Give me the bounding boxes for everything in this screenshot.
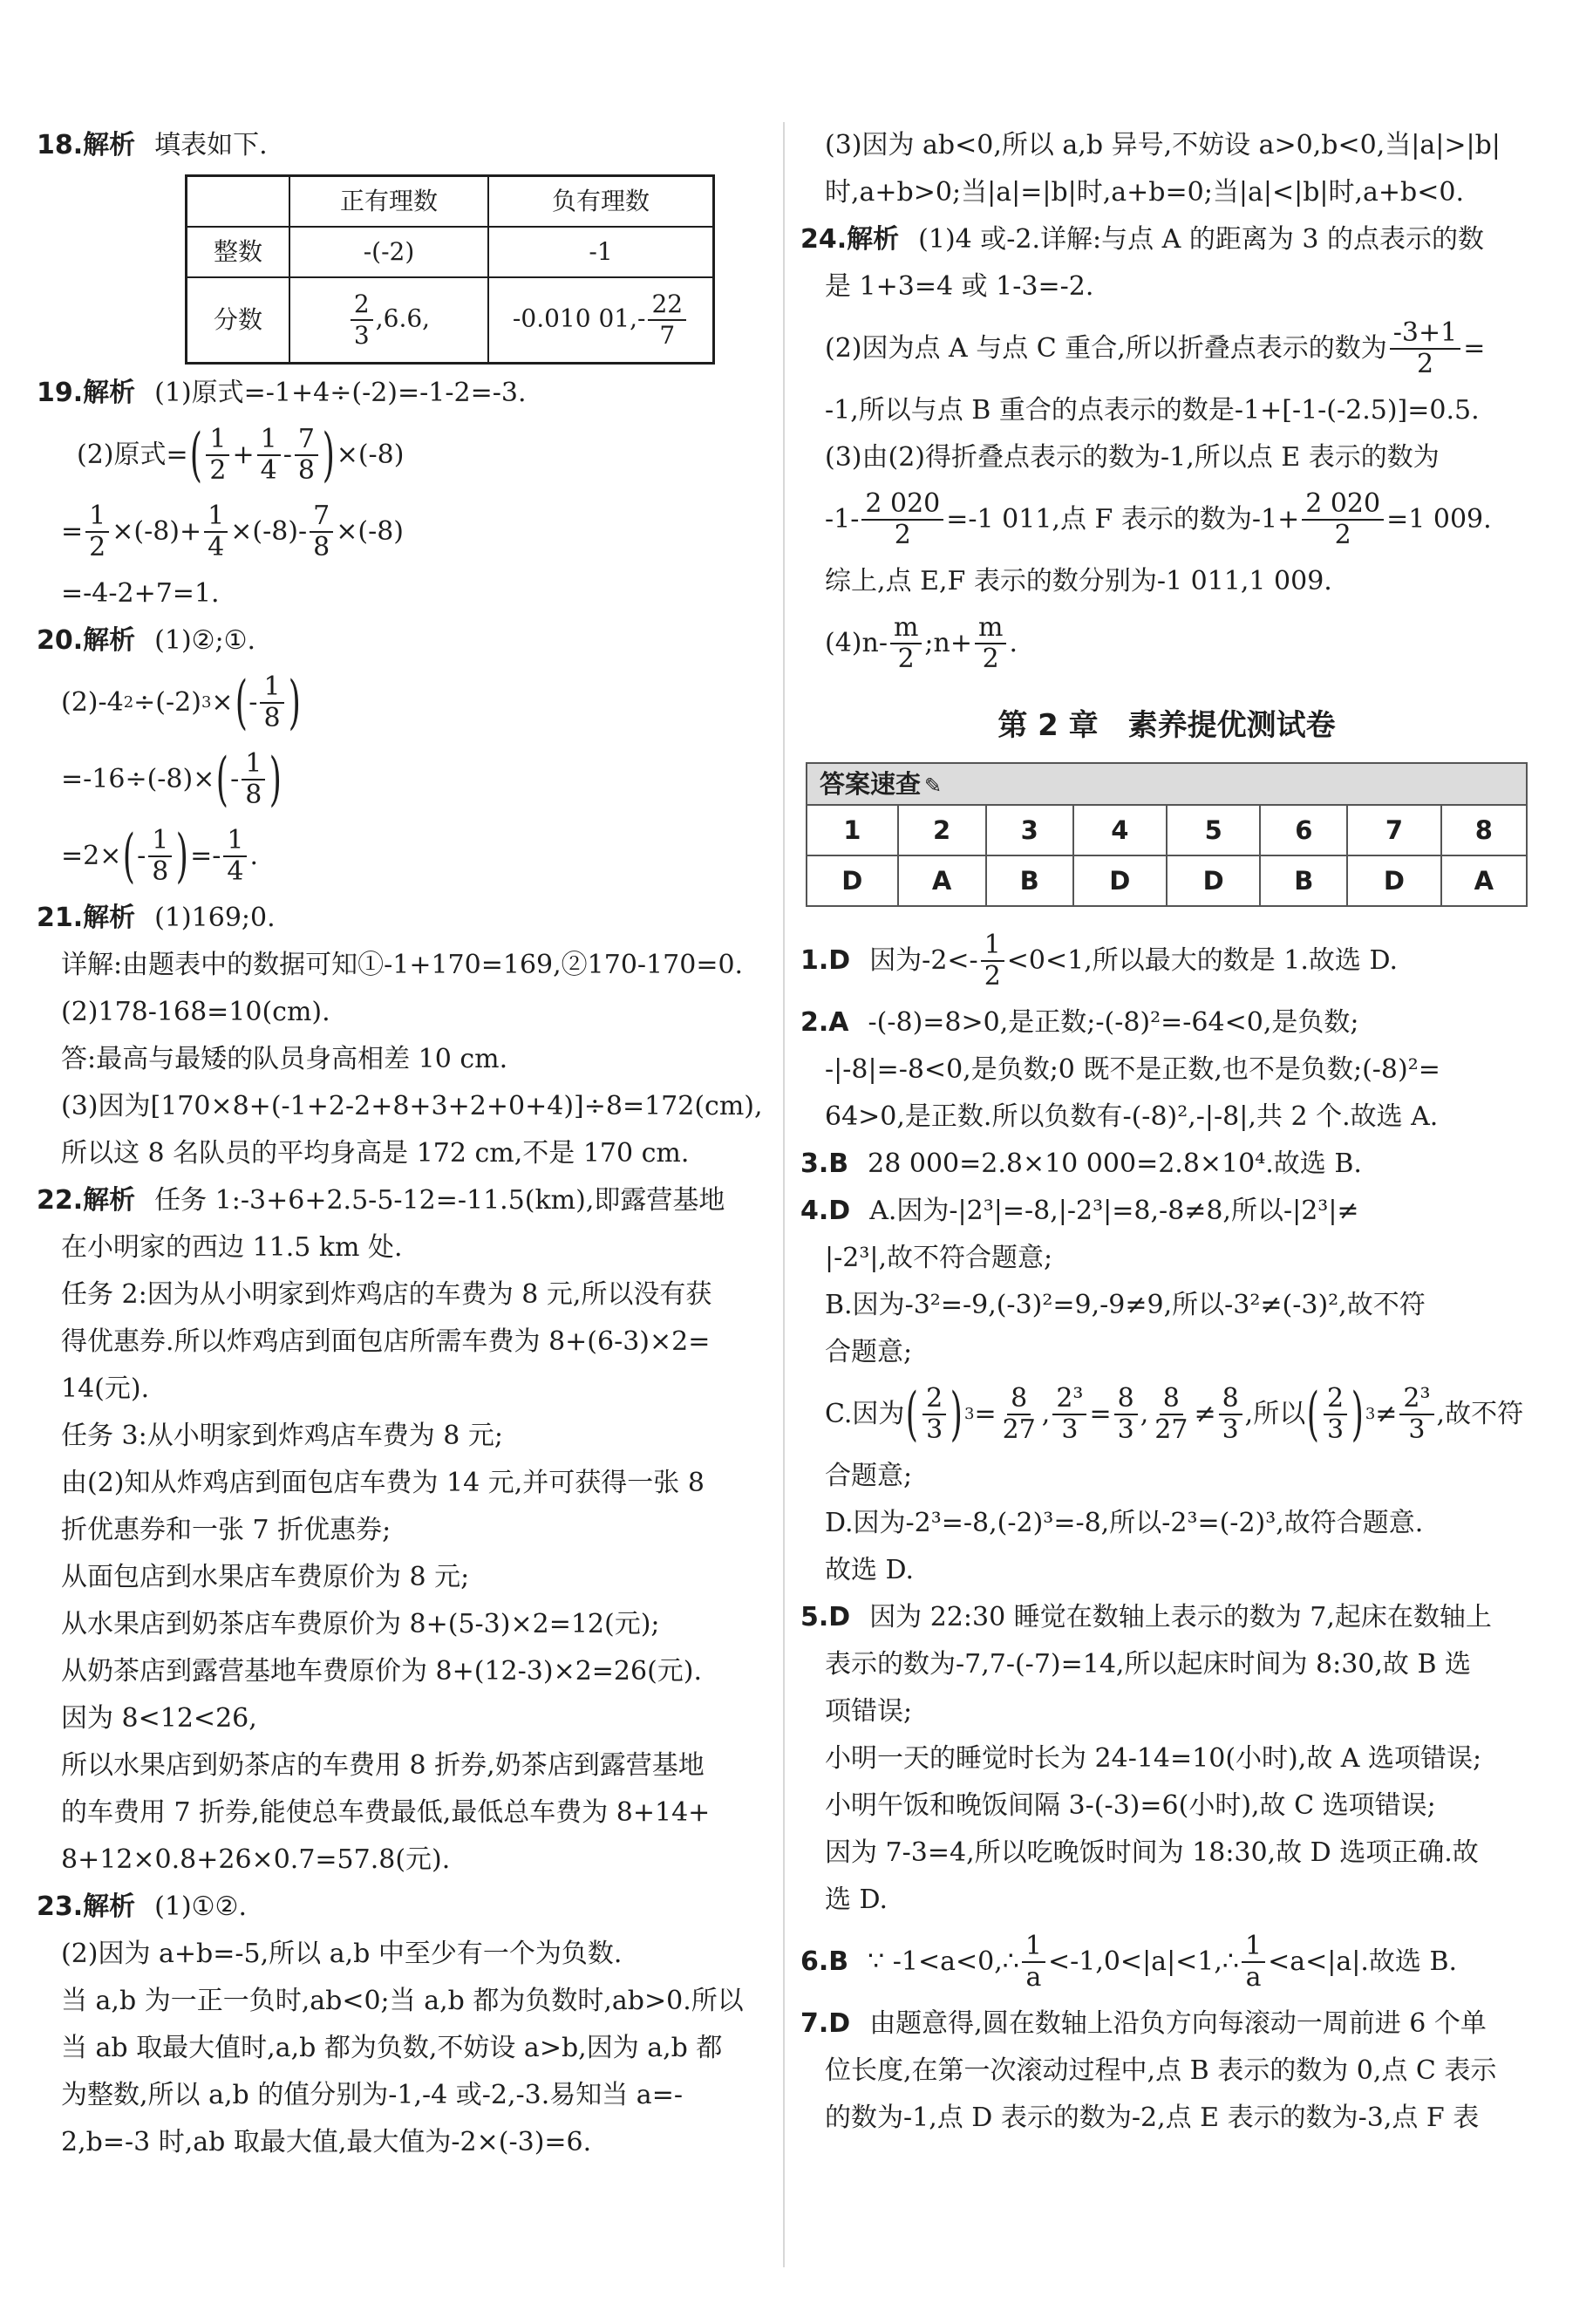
- pencil-icon: ✎: [924, 774, 943, 798]
- text-line: 的数为-1,点 D 表示的数为-2,点 E 表示的数为-3,点 F 表: [825, 2103, 1480, 2133]
- answer-c7: [800, 2000, 1533, 2142]
- text-line: =-4-2+7=1.: [61, 578, 220, 609]
- table-cell: -1: [488, 227, 714, 277]
- math-line: (2)原式= ( $\frac{1}{2}$ + $\frac{1}{4}$ - $\frac{7}{8}$ ) ×(-8): [77, 421, 405, 488]
- text-line: 因为 7-3=4,所以吃晚饭时间为 18:30,故 D 选项正确.故: [825, 1837, 1479, 1868]
- row-label: 整数: [187, 227, 290, 277]
- answer-letter: D: [841, 866, 863, 896]
- answer-table: [807, 806, 1526, 905]
- question-number: 23.解析: [37, 1891, 136, 1922]
- answer-24: [800, 216, 1533, 682]
- text-line: 折优惠券和一张 7 折优惠券;: [61, 1515, 391, 1545]
- text-line: 答:最高与最矮的队员身高相差 10 cm.: [61, 1044, 508, 1074]
- text-line: (1)①②.: [154, 1891, 247, 1922]
- question-number: 24.解析: [800, 224, 900, 255]
- text-line: (1)169;0.: [154, 903, 276, 933]
- question-number: 4.D: [800, 1196, 851, 1226]
- text-line: 任务 1:-3+6+2.5-5-12=-11.5(km),即露营基地: [154, 1185, 725, 1216]
- table-corner: [187, 176, 290, 228]
- text-line: 任务 3:从小明家到炸鸡店车费为 8 元;: [61, 1421, 503, 1451]
- text-line: 小明一天的睡觉时长为 24-14=10(小时),故 A 选项错误;: [825, 1743, 1482, 1774]
- column-divider: [783, 122, 785, 2267]
- math-line: =2× ( - $\frac{1}{8}$ ) =- $\frac{1}{4}$ .: [61, 822, 259, 889]
- text-line: (2)178-168=10(cm).: [61, 997, 330, 1027]
- table-header: 正有理数: [289, 176, 488, 228]
- text-line: 8+12×0.8+26×0.7=57.8(元).: [61, 1844, 451, 1875]
- text-line: 位长度,在第一次滚动过程中,点 B 表示的数为 0,点 C 表示: [825, 2055, 1497, 2086]
- text-line: -|-8|=-8<0,是负数;0 既不是正数,也不是负数;(-8)²=: [825, 1054, 1440, 1085]
- text-line: B.因为-3²=-9,(-3)²=9,-9≠9,所以-3²≠(-3)²,故不符: [825, 1290, 1426, 1320]
- text-line: 由题意得,圆在数轴上沿负方向每滚动一周前进 6 个单: [869, 2008, 1487, 2039]
- answer-c2: [800, 999, 1533, 1141]
- text-line: 故选 D.: [825, 1555, 915, 1585]
- answer-number: 7: [1347, 806, 1440, 855]
- answer-number: 2: [898, 806, 986, 855]
- text-line: -(-8)=8>0,是正数;-(-8)²=-64<0,是负数;: [868, 1007, 1359, 1038]
- math-line: -1- $\frac{2 020}{2}$ =-1 011,点 F 表示的数为-1+ $\frac{2 020}{2}$ =1 009.: [825, 488, 1492, 550]
- question-number: 19.解析: [37, 378, 136, 408]
- text-line: |-2³|,故不符合题意;: [825, 1243, 1053, 1273]
- text-line: (3)由(2)得折叠点表示的数为-1,所以点 E 表示的数为: [825, 442, 1440, 473]
- text-line: 是 1+3=4 或 1-3=-2.: [825, 271, 1094, 302]
- answer-letter: B: [986, 855, 1073, 905]
- text-line: 从水果店到奶茶店车费原价为 8+(5-3)×2=12(元);: [61, 1609, 660, 1639]
- text-line: 任务 2:因为从小明家到炸鸡店的车费为 8 元,所以没有获: [61, 1279, 712, 1310]
- question-number: 2.A: [800, 1007, 849, 1038]
- text-line: 从面包店到水果店车费原价为 8 元;: [61, 1562, 470, 1592]
- table-header: 负有理数: [488, 176, 714, 228]
- question-number: 21.解析: [37, 903, 136, 933]
- text-line: 为整数,所以 a,b 的值分别为-1,-4 或-2,-3.易知当 a=-: [61, 2080, 683, 2110]
- text-line: 选 D.: [825, 1884, 888, 1915]
- text-line: 表示的数为-7,7-(-7)=14,所以起床时间为 8:30,故 B 选: [825, 1649, 1472, 1680]
- answer-number: 8: [1441, 806, 1526, 855]
- text-line: -1,所以与点 B 重合的点表示的数是-1+[-1-(-2.5)]=0.5.: [825, 395, 1480, 426]
- text-line: 所以这 8 名队员的平均身高是 172 cm,不是 170 cm.: [61, 1138, 690, 1169]
- answer-letter: D: [1347, 855, 1440, 905]
- answer-19: [37, 370, 767, 617]
- right-column: [800, 122, 1533, 2142]
- text-line: 从奶茶店到露营基地车费原价为 8+(12-3)×2=26(元).: [61, 1656, 703, 1687]
- text-line: 当 ab 取最大值时,a,b 都为负数,不妨设 a>b,因为 a,b 都: [61, 2033, 723, 2063]
- text-line: 合题意;: [825, 1461, 913, 1491]
- math-line: C.因为 ( $\frac{2}{3}$ ) 3 = $\frac{8}{27}$ , $\frac{\text{2³}}{3}$ = $\frac{8}{3}$ , $\frac{8}{27}$ ≠ $\frac{8}{3}$ ,所以 ( $\frac{2}{3}$ ) 3 ≠ $\frac{\text{2³}}{3}$ ,故不符: [825, 1380, 1524, 1448]
- answer-23: [37, 1884, 767, 2166]
- answer-quick-check-header: 答案速查 ✎: [807, 764, 1526, 806]
- answer-number: 1: [807, 806, 898, 855]
- text-line: (1)原式=-1+4÷(-2)=-1-2=-3.: [154, 378, 527, 408]
- text-line: (3)因为[170×8+(-1+2-2+8+3+2+0+4)]÷8=172(cm),: [61, 1091, 763, 1121]
- text-line: (3)因为 ab<0,所以 a,b 异号,不妨设 a>0,b<0,当|a|>|b|: [825, 130, 1501, 160]
- table-cell: -(-2): [289, 227, 488, 277]
- answer-20: [37, 617, 767, 895]
- question-number: 7.D: [800, 2008, 851, 2039]
- answer-number: 6: [1260, 806, 1347, 855]
- table-cell: -0.010 01,- $\frac{22}{7}$: [488, 277, 714, 364]
- rational-number-table: [185, 174, 715, 365]
- text-line: 合题意;: [825, 1337, 913, 1367]
- text-line: 的车费用 7 折券,能使总车费最低,最低总车费为 8+14+: [61, 1797, 711, 1828]
- answer-number: 3: [986, 806, 1073, 855]
- text-line: (2)因为 a+b=-5,所以 a,b 中至少有一个为负数.: [61, 1939, 623, 1969]
- question-number: 5.D: [800, 1602, 851, 1632]
- answer-letter: D: [1073, 855, 1167, 905]
- answer-18: [37, 122, 767, 365]
- answer-21: [37, 895, 767, 1177]
- answer-c1: 1.D 因为-2<- $\frac{1}{2}$ <0<1,所以最大的数是 1.故选 D.: [800, 930, 1398, 992]
- left-column: [37, 122, 767, 2166]
- question-number: 18.解析: [37, 130, 136, 160]
- answer-letter: D: [1167, 855, 1260, 905]
- question-number: 22.解析: [37, 1185, 136, 1216]
- question-number: 1.D: [800, 945, 851, 976]
- text-line: 由(2)知从炸鸡店到面包店车费为 14 元,并可获得一张 8: [61, 1468, 705, 1498]
- text-line: 项错误;: [825, 1696, 913, 1727]
- text-line: 当 a,b 为一正一负时,ab<0;当 a,b 都为负数时,ab>0.所以: [61, 1986, 744, 2016]
- answer-number: 4: [1073, 806, 1167, 855]
- text-line: 2,b=-3 时,ab 取最大值,最大值为-2×(-3)=6.: [61, 2127, 592, 2157]
- text-line: 综上,点 E,F 表示的数分别为-1 011,1 009.: [825, 566, 1332, 596]
- question-number: 20.解析: [37, 625, 136, 656]
- math-line: =-16÷(-8)× ( - $\frac{1}{8}$ ): [61, 746, 283, 813]
- text-line: 因为 8<12<26,: [61, 1703, 257, 1734]
- row-label: 分数: [187, 277, 290, 364]
- text-line: A.因为-|2³|=-8,|-2³|=8,-8≠8,所以-|2³|≠: [869, 1196, 1359, 1226]
- answer-letter: B: [1260, 855, 1347, 905]
- intro-text: 填表如下.: [154, 130, 268, 160]
- text-line: (1)②;①.: [154, 625, 256, 656]
- text-line: (1)4 或-2.详解:与点 A 的距离为 3 的点表示的数: [918, 224, 1485, 255]
- answer-22: [37, 1177, 767, 1884]
- text-line: 小明午饭和晚饭间隔 3-(-3)=6(小时),故 C 选项错误;: [825, 1790, 1436, 1821]
- text-line: 在小明家的西边 11.5 km 处.: [61, 1232, 403, 1263]
- answer-quick-check: [806, 762, 1528, 907]
- answer-c3: 3.B 28 000=2.8×10 000=2.8×10⁴.故选 B.: [800, 1148, 1362, 1179]
- math-line: (2)-4 2 ÷(-2) 3 × ( - $\frac{1}{8}$ ): [61, 669, 301, 736]
- text-line: D.因为-2³=-8,(-2)³=-8,所以-2³=(-2)³,故符合题意.: [825, 1508, 1424, 1538]
- table-cell: $\frac{2}{3}$ ,6.6,: [289, 277, 488, 364]
- text-line: 时,a+b>0;当|a|=|b|时,a+b=0;当|a|<|b|时,a+b<0.: [825, 177, 1465, 208]
- text-line: 64>0,是正数.所以负数有-(-8)²,-|-8|,共 2 个.故选 A.: [825, 1101, 1439, 1132]
- answer-number: 5: [1167, 806, 1260, 855]
- text-line: 因为 22:30 睡觉在数轴上表示的数为 7,起床在数轴上: [869, 1602, 1492, 1632]
- math-line: = $\frac{1}{2}$ ×(-8)+ $\frac{1}{4}$ ×(-8)- $\frac{7}{8}$ ×(-8): [61, 501, 405, 562]
- answer-letter: A: [1441, 855, 1526, 905]
- text-line: 14(元).: [61, 1373, 150, 1404]
- answer-c4: [800, 1188, 1533, 1594]
- answer-c5: [800, 1594, 1533, 1924]
- text-line: 所以水果店到奶茶店的车费用 8 折券,奶茶店到露营基地: [61, 1750, 705, 1781]
- text-line: 得优惠券.所以炸鸡店到面包店所需车费为 8+(6-3)×2=: [61, 1326, 711, 1357]
- question-number: 6.B: [800, 1946, 849, 1977]
- question-number: 3.B: [800, 1148, 849, 1179]
- chapter-title: 第 2 章 素养提优测试卷: [997, 708, 1336, 743]
- answer-c6: 6.B ∵ -1<a<0,∴ $\frac{1}{a}$ <-1,0<|a|<1,∴ $\frac{1}{a}$ <a<|a|.故选 B.: [800, 1931, 1458, 1993]
- answer-letter: A: [898, 855, 986, 905]
- text-line: 详解:由题表中的数据可知①-1+170=169,②170-170=0.: [61, 950, 744, 980]
- math-line: (2)因为点 A 与点 C 重合,所以折叠点表示的数为 $\frac{-3+1}{2}$ =: [825, 317, 1486, 379]
- math-line: (4)n- $\frac{m}{2}$ ;n+ $\frac{m}{2}$ .: [825, 612, 1018, 674]
